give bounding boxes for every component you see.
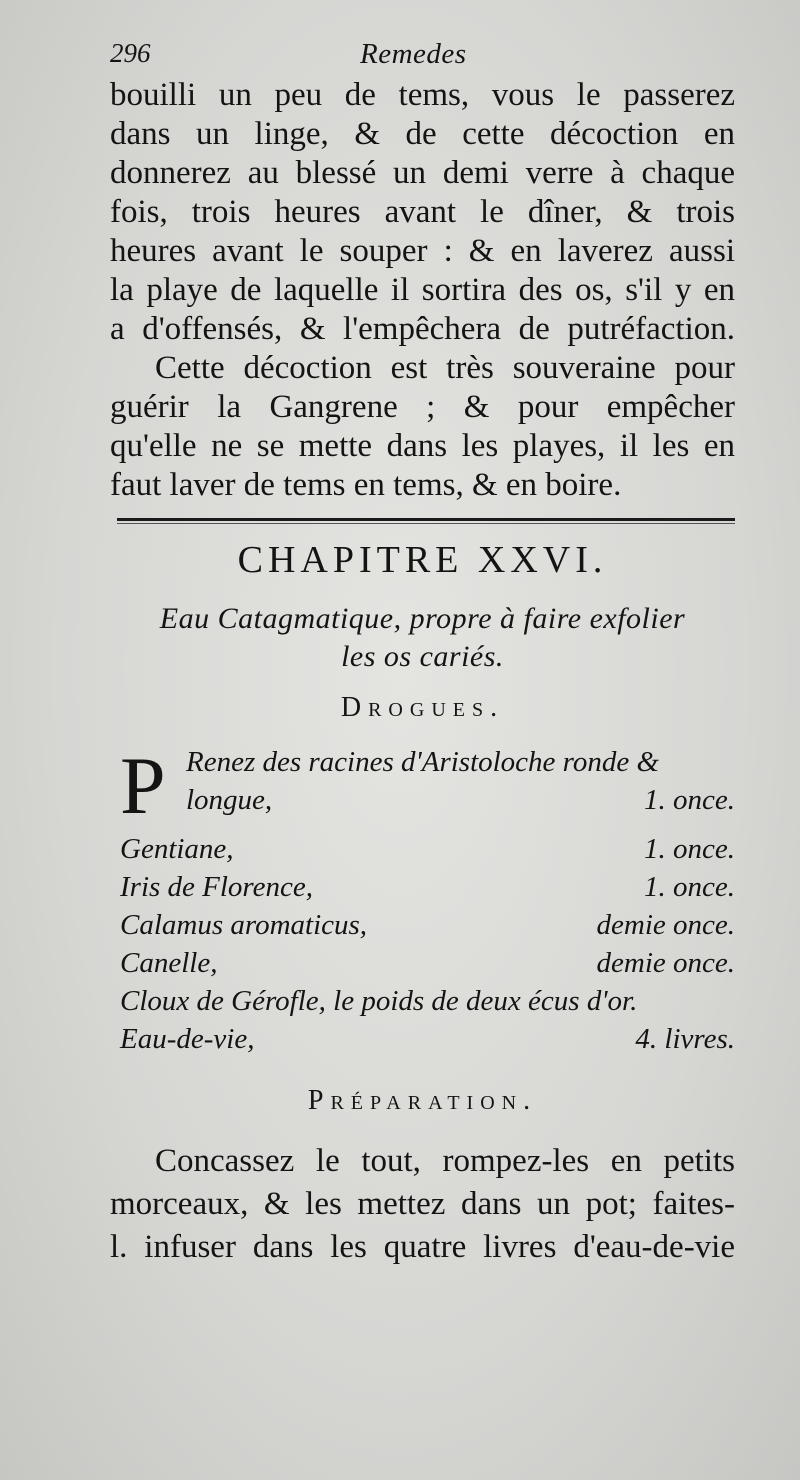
ingredient-item bbox=[120, 868, 735, 906]
page-number: 296 bbox=[110, 38, 151, 68]
ingredient-item bbox=[120, 982, 735, 1020]
ingredient-list bbox=[120, 740, 735, 1058]
chapter-subtitle-line: Eau Catagmatique, propre à faire exfolier bbox=[159, 602, 686, 635]
ingredient-name: Renez des racines d'Aristoloche ronde & bbox=[186, 746, 660, 778]
text-line: qu'elle ne se mette dans les playes, il les en bbox=[110, 428, 735, 464]
chapter-heading: CHAPITRE XXVI. bbox=[237, 539, 608, 581]
ingredient-name-continuation: longue, bbox=[186, 784, 273, 816]
ingredient-item bbox=[120, 830, 735, 868]
paragraph-3 bbox=[110, 1140, 735, 1269]
running-title: Remedes bbox=[360, 38, 467, 70]
ingredient-quantity: 4. livres. bbox=[635, 1023, 735, 1055]
text-line: a d'offensés, & l'empêchera de putréfaction. bbox=[110, 311, 735, 347]
chapter-divider-rule bbox=[117, 518, 735, 521]
preparation-heading: Préparation. bbox=[307, 1085, 538, 1116]
ingredient-name: Gentiane, bbox=[120, 833, 234, 865]
ingredient-name: Calamus aromaticus, bbox=[120, 909, 368, 941]
text-line: la playe de laquelle il sortira des os, s'il y en bbox=[110, 272, 735, 308]
ingredient-name: Eau-de-vie, bbox=[120, 1023, 255, 1055]
chapter-subtitle-line: les os cariés. bbox=[341, 640, 504, 673]
ingredient-item bbox=[120, 906, 735, 944]
ingredient-quantity: 1. once. bbox=[644, 871, 735, 903]
paragraph-1 bbox=[110, 76, 735, 349]
running-head bbox=[110, 38, 730, 78]
text-line: Cette décoction est très souveraine pour bbox=[155, 350, 735, 386]
text-line: donnerez au blessé un demi verre à chaque bbox=[110, 155, 735, 191]
ingredient-quantity: 1. once. bbox=[644, 833, 735, 865]
text-line: Concassez le tout, rompez-les en petits bbox=[155, 1143, 735, 1179]
ingredient-item bbox=[120, 944, 735, 982]
paragraph-2 bbox=[110, 349, 735, 505]
ingredient-quantity: 1. once. bbox=[644, 784, 735, 816]
chapter-subtitle bbox=[110, 600, 735, 676]
ingredient-first-entry bbox=[120, 740, 735, 831]
ingredient-name: Iris de Florence, bbox=[120, 871, 314, 903]
text-line: fois, trois heures avant le dîner, & trois bbox=[110, 194, 735, 230]
ingredient-quantity: demie once. bbox=[596, 947, 735, 979]
drogues-heading: Drogues. bbox=[340, 692, 505, 723]
ingredient-item bbox=[120, 1020, 735, 1058]
text-line: bouilli un peu de tems, vous le passerez bbox=[110, 77, 735, 113]
text-line: dans un linge, & de cette décoction en bbox=[110, 116, 735, 152]
ingredient-quantity: demie once. bbox=[596, 909, 735, 941]
text-line: heures avant le souper : & en laverez aussi bbox=[110, 233, 735, 269]
text-line: guérir la Gangrene ; & pour empêcher bbox=[110, 389, 735, 425]
text-line: faut laver de tems en tems, & en boire. bbox=[110, 467, 622, 503]
ingredient-name: Canelle, bbox=[120, 947, 218, 979]
ingredient-name: Cloux de Gérofle, le poids de deux écus d'or. bbox=[120, 985, 638, 1017]
text-line: l. infuser dans les quatre livres d'eau-de-vie bbox=[110, 1229, 735, 1265]
text-line: morceaux, & les mettez dans un pot; faites- bbox=[110, 1186, 735, 1222]
drop-cap: P bbox=[120, 740, 166, 831]
